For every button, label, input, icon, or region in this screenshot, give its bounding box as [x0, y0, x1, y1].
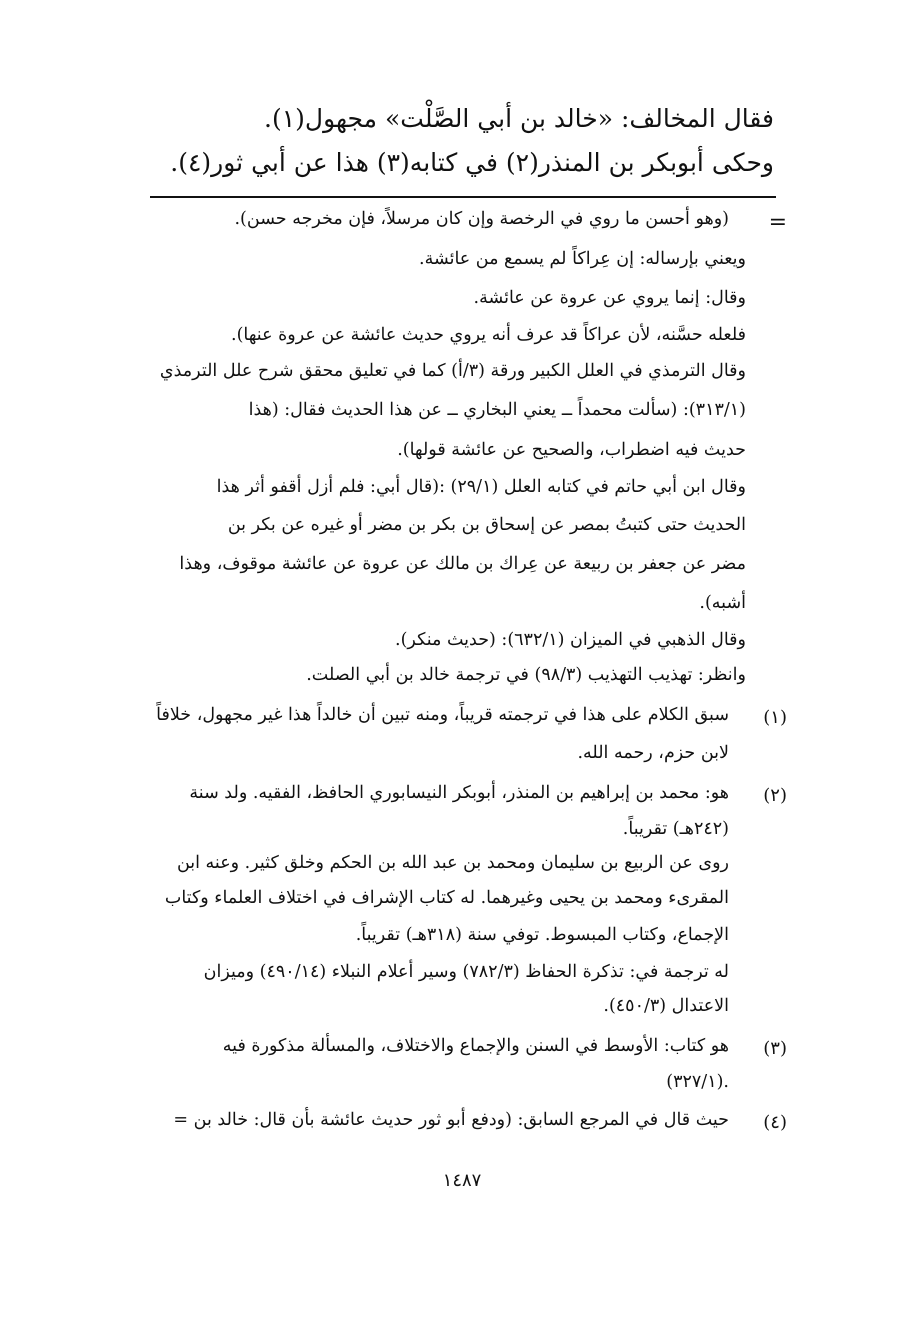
continued-note-line: الحديث حتى كتبتُ بمصر عن إسحاق بن بكر بن مضر أو غيره عن بكر بن — [227, 515, 746, 535]
continued-note-line: وقال: إنما يروي عن عروة عن عائشة. — [473, 288, 746, 308]
continued-note-line: (٣١٣/١): (سألت محمداً ــ يعني البخاري ــ عن هذا الحديث فقال: (هذا — [248, 400, 746, 420]
footnote-line: (٢٤٢هـ) تقريباً. — [622, 819, 729, 839]
footnote-number: (٤) — [763, 1112, 787, 1133]
continued-note-line: مضر عن جعفر بن ربيعة عن عِراك بن مالك عن عروة عن عائشة موقوف، وهذا — [179, 554, 746, 574]
footnote-separator — [150, 196, 776, 198]
main-text-line-2: وحكى أبوبكر بن المنذر(٢) في كتابه(٣) هذا عن أبي ثور(٤). — [170, 148, 774, 177]
footnote-line: (٣٢٧/١). — [666, 1072, 729, 1092]
footnote-line: لابن حزم، رحمه الله. — [577, 743, 729, 763]
footnote-number: (٢) — [763, 785, 787, 806]
page-number: ١٤٨٧ — [442, 1170, 482, 1191]
footnote-line: هو كتاب: الأوسط في السنن والإجماع والاختلاف، والمسألة مذكورة فيه — [222, 1036, 729, 1056]
continued-note-line: وقال الذهبي في الميزان (٦٣٢/١): (حديث منكر). — [395, 630, 746, 650]
continued-note-line: ويعني بإرساله: إن عِراكاً لم يسمع من عائشة. — [419, 249, 746, 269]
continued-note-line: فلعله حسَّنه، لأن عراكاً قد عرف أنه يروي حديث عائشة عن عروة عنها). — [231, 325, 746, 345]
footnote-line: سبق الكلام على هذا في ترجمته قريباً، ومنه تبين أن خالداً هذا غير مجهول، خلافاً — [156, 705, 729, 725]
footnote-number: (١) — [763, 707, 787, 728]
footnote-line: له ترجمة في: تذكرة الحفاظ (٧٨٢/٣) وسير أعلام النبلاء (٤٩٠/١٤) وميزان — [203, 962, 729, 982]
continuation-marker: = — [768, 210, 787, 235]
main-text-line-1: فقال المخالف: «خالد بن أبي الصَّلْت» مجهول(١). — [264, 104, 774, 133]
continued-note-line: وقال الترمذي في العلل الكبير ورقة (٣/أ) كما في تعليق محقق شرح علل الترمذي — [159, 361, 746, 381]
footnote-line: روى عن الربيع بن سليمان ومحمد بن عبد الله بن الحكم وخلق كثير. وعنه ابن — [176, 853, 729, 873]
footnote-line: الإجماع، وكتاب المبسوط. توفي سنة (٣١٨هـ) تقريباً. — [355, 925, 729, 945]
continued-note-line: حديث فيه اضطراب، والصحيح عن عائشة قولها). — [397, 440, 746, 460]
footnote-number: (٣) — [763, 1038, 787, 1059]
continued-note-line: (وهو أحسن ما روي في الرخصة وإن كان مرسلاً، فإن مخرجه حسن). — [234, 209, 729, 229]
footnote-line: الاعتدال (٤٥٠/٣). — [603, 996, 729, 1016]
continued-note-line: وقال ابن أبي حاتم في كتابه العلل (٢٩/١) :(قال أبي: فلم أزل أقفو أثر هذا — [216, 477, 746, 497]
continued-note-line: وانظر: تهذيب التهذيب (٩٨/٣) في ترجمة خالد بن أبي الصلت. — [306, 665, 746, 685]
footnote-line: حيث قال في المرجع السابق: (ودفع أبو ثور حديث عائشة بأن قال: خالد بن = — [173, 1110, 729, 1130]
footnote-line: المقرىء ومحمد بن يحيى وغيرهما. له كتاب الإشراف في اختلاف العلماء وكتاب — [164, 888, 729, 908]
footnote-line: هو: محمد بن إبراهيم بن المنذر، أبوبكر النيسابوري الحافظ، الفقيه. ولد سنة — [189, 783, 729, 803]
continued-note-line: أشبه). — [699, 593, 746, 613]
